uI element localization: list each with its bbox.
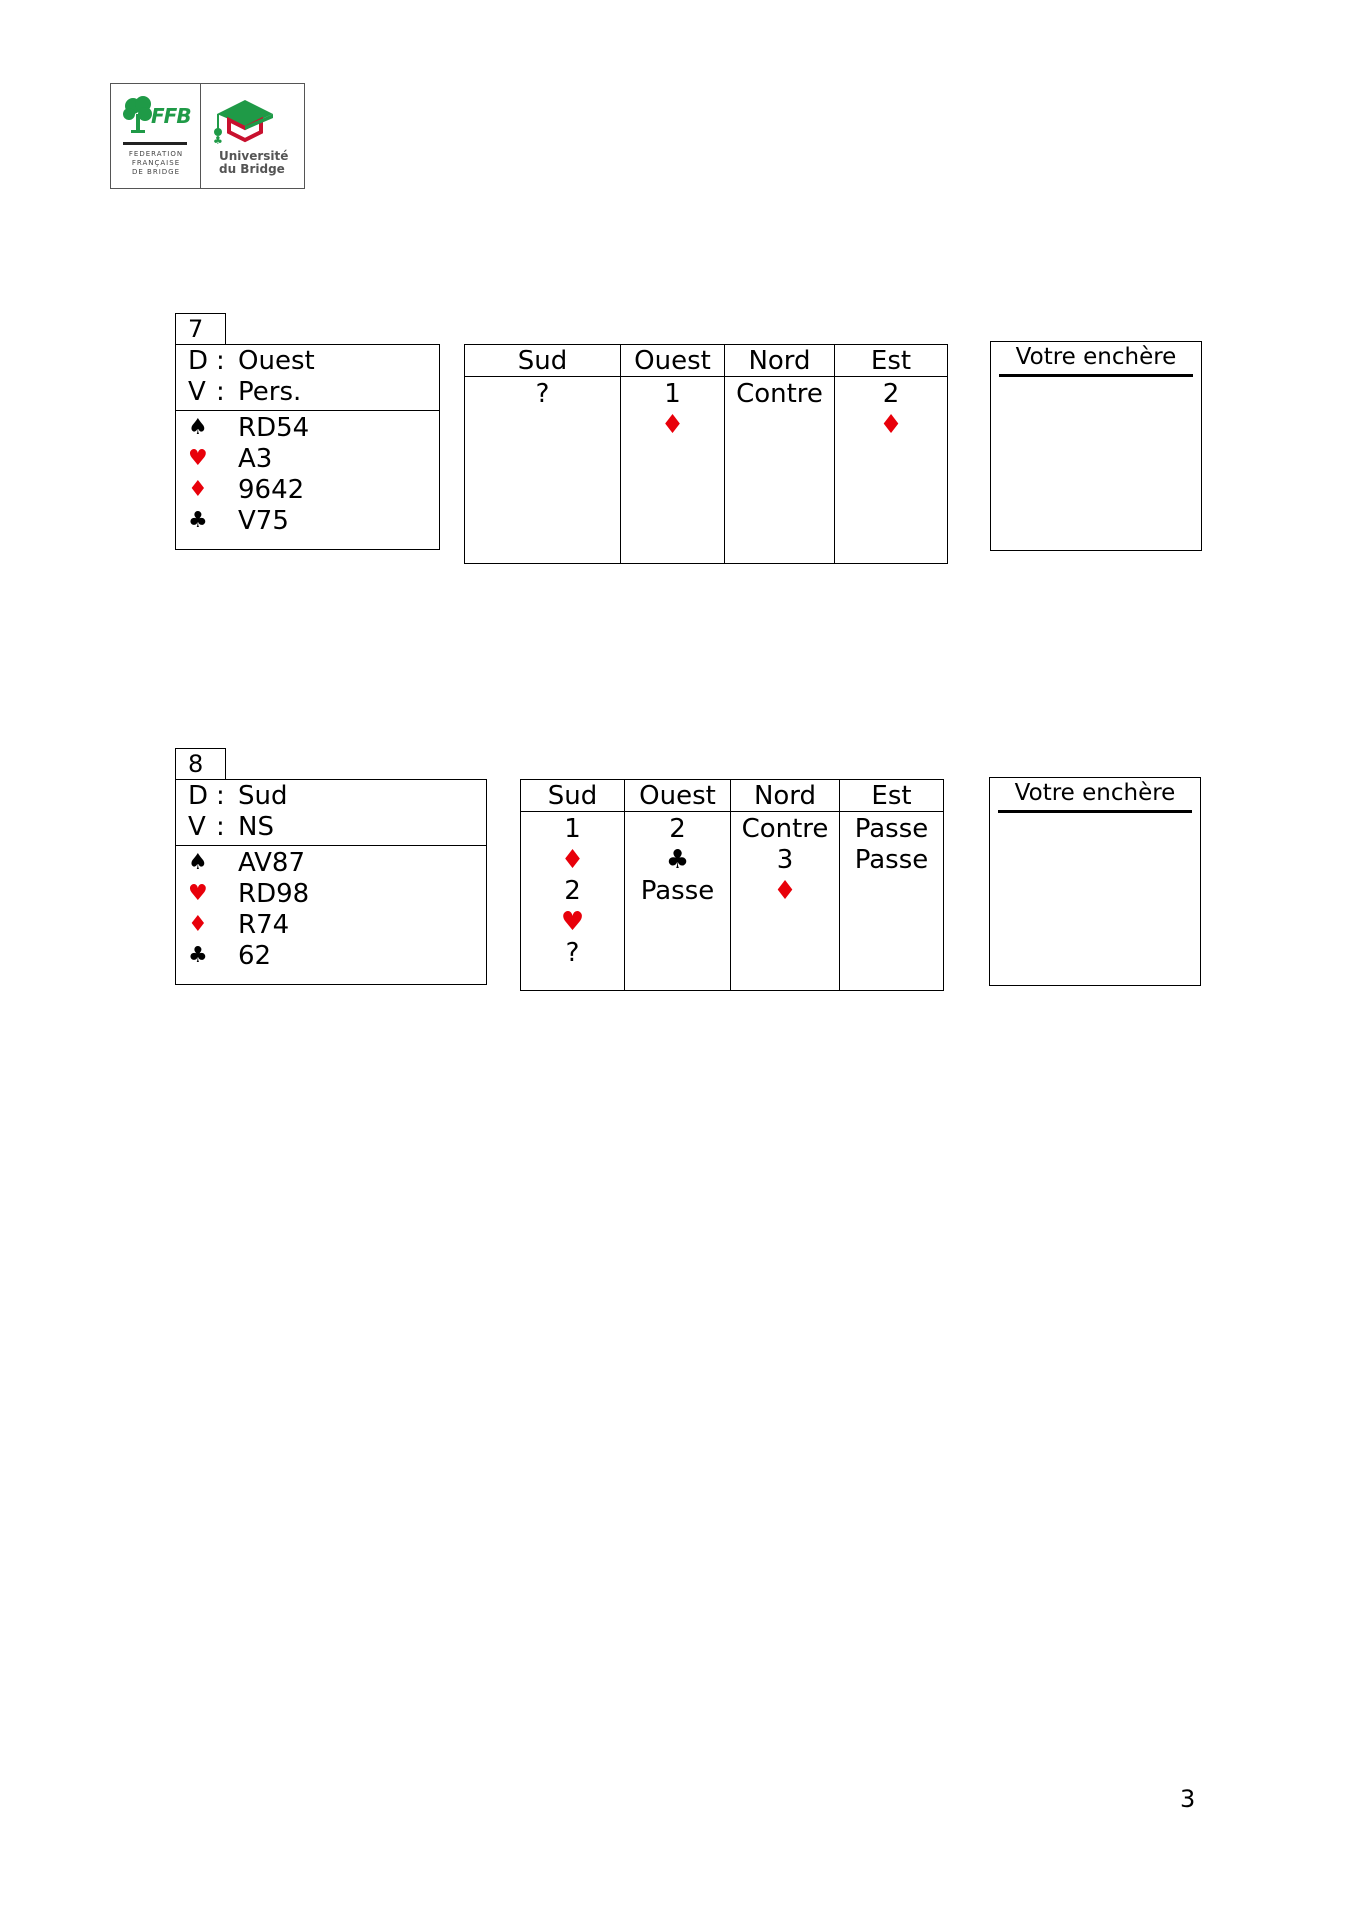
bid-header-est: Est [835, 345, 947, 377]
bid-column-est [835, 345, 947, 563]
bid-cell: Contre [741, 814, 829, 844]
bid-header-sud: Sud [521, 780, 624, 812]
bid-column-nord [725, 345, 835, 563]
answer-box[interactable] [989, 777, 1201, 986]
bid-cell [621, 379, 724, 441]
heart-icon: ♥ [560, 907, 585, 937]
colon: : [216, 346, 225, 376]
vuln-label: V [188, 812, 206, 842]
ub-line-1: Université [219, 149, 289, 163]
ffb-rule [123, 142, 187, 145]
bid-column-ouest [625, 780, 731, 990]
bid-level: 2 [669, 814, 686, 844]
bid-cell: ? [565, 938, 580, 968]
spades-row [176, 412, 439, 443]
club-icon: ♣ [188, 943, 208, 968]
bid-cell: Passe [854, 845, 929, 875]
clubs-row [176, 505, 439, 536]
answer-title: Votre enchère [1014, 780, 1176, 806]
bid-header-sud: Sud [465, 345, 620, 377]
bid-header-est: Est [840, 780, 943, 812]
diamond-icon: ♦ [879, 410, 903, 440]
bid-header-nord: Nord [731, 780, 839, 812]
ffb-logo-left [111, 84, 201, 188]
dealer-value: Sud [238, 781, 288, 811]
ffb-sub-line-2: FRANÇAISE [131, 159, 181, 167]
dealer-value: Ouest [238, 346, 315, 376]
hearts-cards: A3 [238, 443, 273, 474]
bid-cell: Passe [854, 814, 929, 844]
hearts-row [176, 878, 486, 909]
hand-panel [175, 344, 440, 550]
bid-level: 1 [664, 379, 681, 409]
bid-cell [521, 876, 624, 938]
hand-header [176, 345, 439, 411]
diamonds-cards: R74 [238, 909, 290, 940]
heart-icon: ♥ [188, 446, 208, 471]
dealer-label: D [188, 781, 209, 811]
deal-number: 8 [175, 748, 226, 780]
ub-line-2: du Bridge [219, 162, 285, 176]
bid-cell [625, 814, 730, 876]
colon: : [216, 781, 225, 811]
bid-header-ouest: Ouest [621, 345, 724, 377]
bid-column-est [840, 780, 943, 990]
ffb-sub-line-3: DE BRIDGE [131, 168, 180, 176]
spades-cards: AV87 [238, 847, 305, 878]
bid-column-ouest [621, 345, 725, 563]
svg-text:♣: ♣ [213, 134, 223, 146]
bid-level: 2 [882, 379, 900, 409]
hearts-row [176, 443, 439, 474]
bid-level: 1 [564, 814, 581, 844]
bid-cell: Passe [640, 876, 715, 906]
bid-cell: Contre [736, 379, 823, 409]
bidding-table [464, 344, 948, 564]
spades-cards: RD54 [238, 412, 310, 443]
bid-header-nord: Nord [725, 345, 834, 377]
spade-icon: ♠ [188, 850, 208, 875]
ffb-subtitle [119, 150, 193, 177]
vuln-value: NS [238, 812, 274, 842]
answer-box[interactable] [990, 341, 1202, 551]
answer-rule [998, 810, 1192, 813]
diamonds-row [176, 474, 439, 505]
ffb-logo [110, 83, 305, 189]
bid-cell [521, 814, 624, 876]
vuln-value: Pers. [238, 377, 302, 407]
hand-header [176, 780, 486, 846]
deal-number: 7 [175, 313, 226, 345]
ffb-wordmark: FFB [151, 104, 191, 128]
bidding-table [520, 779, 944, 991]
ffb-sub-line-1: FEDERATION [128, 150, 184, 158]
page-number: 3 [1180, 1785, 1196, 1813]
bid-header-ouest: Ouest [625, 780, 730, 812]
bid-column-nord [731, 780, 840, 990]
clubs-cards: V75 [238, 505, 289, 536]
clubs-row [176, 940, 486, 971]
graduation-cap-icon [209, 96, 279, 146]
vuln-label: V [188, 377, 206, 407]
spade-icon: ♠ [188, 415, 208, 440]
bid-level: 2 [564, 876, 581, 906]
diamond-icon: ♦ [660, 410, 685, 440]
bid-cell: ? [535, 379, 550, 409]
colon: : [216, 812, 225, 842]
dealer-label: D [188, 346, 209, 376]
club-icon: ♣ [188, 508, 208, 533]
diamond-icon: ♦ [188, 912, 208, 937]
answer-rule [999, 374, 1193, 377]
hearts-cards: RD98 [238, 878, 310, 909]
colon: : [216, 377, 225, 407]
answer-title: Votre enchère [1015, 344, 1177, 370]
heart-icon: ♥ [188, 881, 208, 906]
bid-column-sud [465, 345, 621, 563]
diamonds-cards: 9642 [238, 474, 305, 505]
clubs-cards: 62 [238, 940, 272, 971]
diamonds-row [176, 909, 486, 940]
diamond-icon: ♦ [560, 845, 585, 875]
hand-panel [175, 779, 487, 985]
bid-cell [835, 379, 947, 441]
spades-row [176, 847, 486, 878]
universite-text [219, 150, 288, 176]
diamond-icon: ♦ [188, 477, 208, 502]
bid-column-sud [521, 780, 625, 990]
bid-cell [731, 845, 839, 907]
bid-level: 3 [776, 845, 794, 875]
diamond-icon: ♦ [773, 876, 797, 906]
universite-logo [201, 84, 304, 188]
club-icon: ♣ [665, 845, 690, 875]
